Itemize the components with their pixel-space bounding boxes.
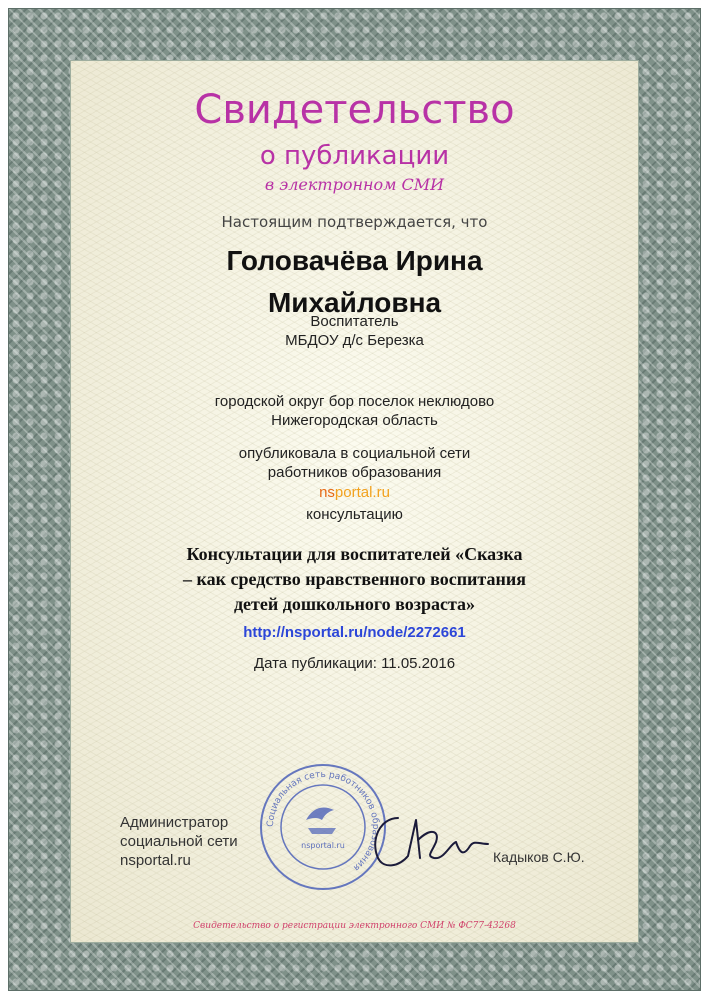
recipient-name-line1: Головачёва Ирина xyxy=(226,245,483,276)
registration-note: Свидетельство о регистрации электронного СМИ № ФС77-43268 xyxy=(193,921,516,931)
recipient-name-line2: Михайловна xyxy=(267,287,442,318)
published-text-block xyxy=(70,444,639,482)
handwritten-signature xyxy=(360,800,500,880)
publication-date: Дата публикации: 11.05.2016 xyxy=(253,655,456,672)
recipient-position-block xyxy=(70,312,639,350)
certificate-medium: в электронном СМИ xyxy=(264,175,445,194)
address-line2: Нижегородская область xyxy=(271,412,438,429)
certificate-subtitle: о публикации xyxy=(259,141,450,171)
certificate-title: Свидетельство xyxy=(194,87,515,133)
stamp-center-text: nsportal.ru xyxy=(301,841,345,850)
material-url-link[interactable]: http://nsportal.ru/node/2272661 xyxy=(243,624,466,641)
administrator-block xyxy=(120,813,280,870)
material-title-line3: детей дошкольного возраста» xyxy=(233,594,476,614)
stamp-ring-text: Социальная сеть работников образования xyxy=(265,769,381,873)
admin-line1: Администратор xyxy=(120,814,229,831)
site-name-part1: ns xyxy=(319,484,335,501)
site-link[interactable] xyxy=(70,483,639,502)
address-line1: городской округ бор поселок неклюдово xyxy=(214,393,495,410)
signer-name: Кадыков С.Ю. xyxy=(493,849,585,865)
recipient-address-block xyxy=(70,392,639,430)
recipient-organization: МБДОУ д/с Березка xyxy=(285,332,424,349)
admin-line2: социальной сети xyxy=(120,833,238,850)
confirm-text: Настоящим подтверждается, что xyxy=(221,213,488,231)
site-name-part2: portal.ru xyxy=(334,484,390,501)
admin-line3: nsportal.ru xyxy=(120,852,191,869)
material-title-line1: Консультации для воспитателей «Сказка xyxy=(186,544,523,564)
material-type: консультацию xyxy=(306,506,403,523)
published-line1: опубликовала в социальной сети xyxy=(238,445,471,462)
recipient-position: Воспитатель xyxy=(310,313,399,330)
published-line2: работников образования xyxy=(267,464,442,481)
material-title xyxy=(70,542,639,617)
material-title-line2: – как средство нравственного воспитания xyxy=(183,569,526,589)
